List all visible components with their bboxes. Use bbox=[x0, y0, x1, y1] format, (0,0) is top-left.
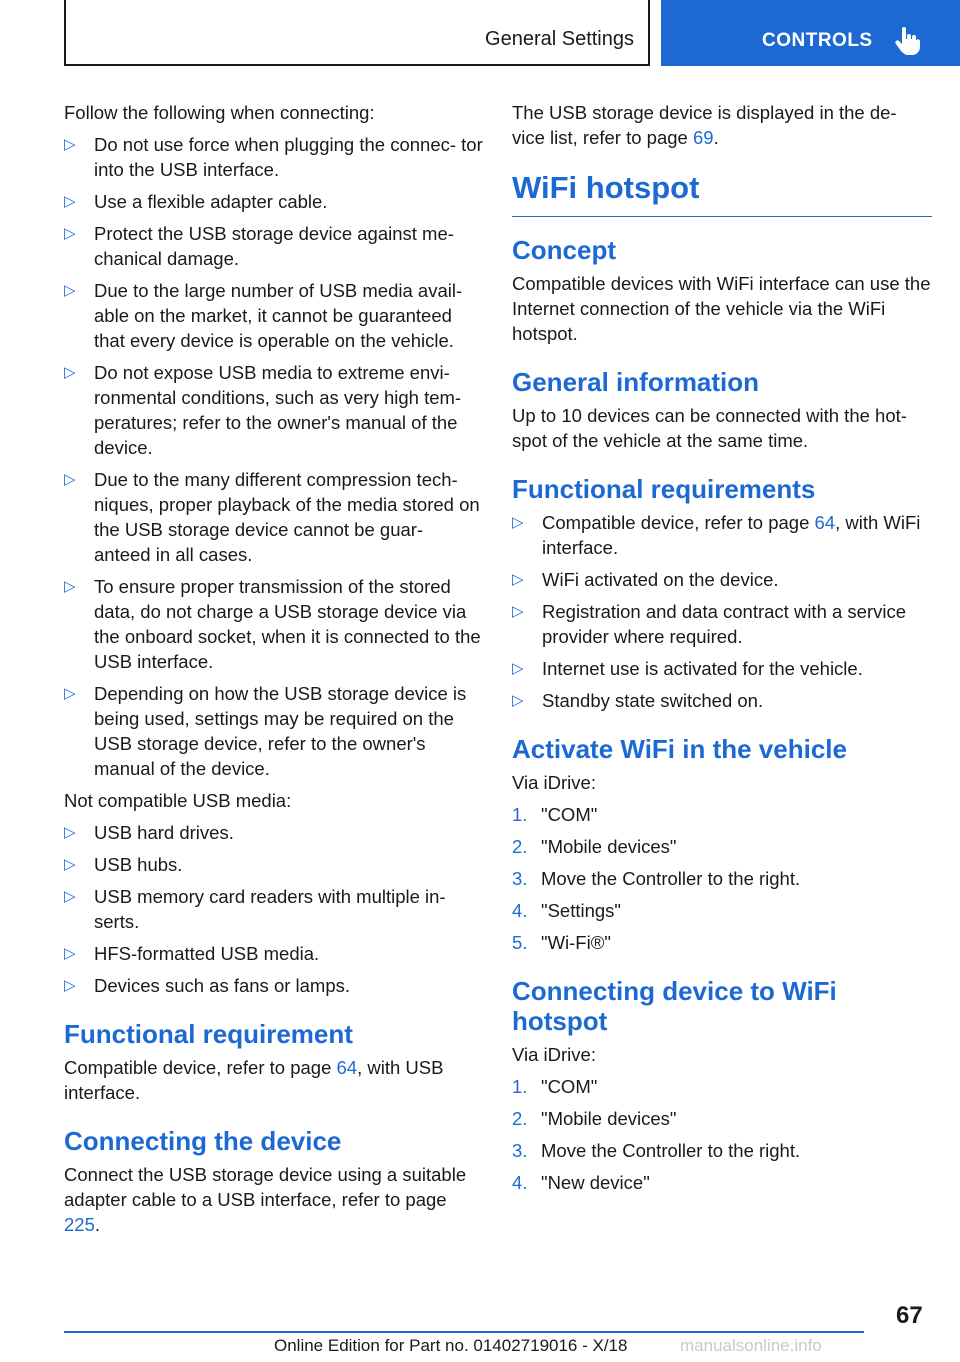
list-item: ▷ Internet use is activated for the vehicle. bbox=[512, 658, 863, 679]
triangle-bullet-icon: ▷ bbox=[64, 578, 76, 595]
triangle-bullet-icon: ▷ bbox=[64, 471, 76, 488]
list-item: ▷ Due to the large number of USB media avail‐ able on the market, it cannot be guaranteed that every device is operable on the vehicle. bbox=[64, 280, 463, 351]
hand-pointer-icon bbox=[894, 27, 920, 55]
list-item: 4. "New device" bbox=[512, 1172, 650, 1193]
activate-wifi-heading: Activate WiFi in the vehicle bbox=[512, 734, 847, 764]
list-item: 2. "Mobile devices" bbox=[512, 836, 677, 857]
activate-steps-list bbox=[512, 802, 932, 955]
step-number: 3. bbox=[512, 868, 528, 889]
connecting-device-text: Connect the USB storage device using a suitable adapter cable to a USB interface, refer to page 225. bbox=[64, 1164, 467, 1235]
functional-requirements-list bbox=[512, 510, 932, 713]
step-number: 2. bbox=[512, 836, 528, 857]
not-compatible-list bbox=[64, 820, 484, 998]
list-item: 1. "COM" bbox=[512, 804, 598, 825]
step-number: 5. bbox=[512, 932, 528, 953]
list-item: 2. "Mobile devices" bbox=[512, 1108, 677, 1129]
concept-text: Compatible devices with WiFi interface can use the Internet connection of the vehicle via the WiFi hotspot. bbox=[512, 273, 931, 344]
triangle-bullet-icon: ▷ bbox=[64, 856, 76, 873]
triangle-bullet-icon: ▷ bbox=[512, 603, 524, 620]
triangle-bullet-icon: ▷ bbox=[512, 571, 524, 588]
chapter-tab-label: CONTROLS bbox=[762, 30, 873, 51]
functional-requirement-text: Compatible device, refer to page 64, with USB interface. bbox=[64, 1057, 444, 1103]
list-item: ▷ Devices such as fans or lamps. bbox=[64, 975, 351, 996]
step-number: 3. bbox=[512, 1140, 528, 1161]
triangle-bullet-icon: ▷ bbox=[64, 888, 76, 905]
list-item: ▷ Protect the USB storage device against me‐ chanical damage. bbox=[64, 223, 454, 269]
footer-divider bbox=[64, 1331, 864, 1333]
activate-via-text: Via iDrive: bbox=[512, 772, 596, 793]
list-item: ▷ To ensure proper transmission of the stored data, do not charge a USB storage device via the onboard socket, when it is connected to the USB interface. bbox=[64, 576, 481, 672]
step-number: 1. bbox=[512, 804, 528, 825]
connecting-device-wifi-heading: Connecting device to WiFi hotspot bbox=[512, 976, 837, 1036]
chapter-tab bbox=[661, 0, 960, 66]
general-information-text: Up to 10 devices can be connected with the hot‐ spot of the vehicle at the same time. bbox=[512, 405, 907, 451]
functional-requirements-heading: Functional requirements bbox=[512, 474, 816, 504]
triangle-bullet-icon: ▷ bbox=[64, 685, 76, 702]
list-item: ▷ Do not expose USB media to extreme envi‐ ronmental conditions, such as very high tem‐ peratures; refer to the owner's manual of the device. bbox=[64, 362, 462, 458]
triangle-bullet-icon: ▷ bbox=[64, 977, 76, 994]
page-link-69[interactable]: 69 bbox=[692, 127, 714, 148]
list-item: ▷ Use a flexible adapter cable. bbox=[64, 191, 328, 212]
triangle-bullet-icon: ▷ bbox=[512, 514, 524, 531]
not-compatible-intro: Not compatible USB media: bbox=[64, 790, 292, 811]
footer-edition: Online Edition for Part no. 01402719016 - X/18 bbox=[274, 1336, 628, 1355]
triangle-bullet-icon: ▷ bbox=[64, 824, 76, 841]
list-item: ▷ Due to the many different compression tech‐ niques, proper playback of the media stored on the USB storage device cannot be guar‐ anteed in all cases. bbox=[64, 469, 480, 565]
page-link-64[interactable]: 64 bbox=[814, 512, 836, 533]
triangle-bullet-icon: ▷ bbox=[512, 692, 524, 709]
triangle-bullet-icon: ▷ bbox=[64, 225, 76, 242]
list-item: ▷ Depending on how the USB storage device is being used, settings may be required on the USB storage device, refer to the owner's manual of the device. bbox=[64, 683, 467, 779]
header-section-title: General Settings bbox=[485, 28, 634, 50]
functional-requirement-heading: Functional requirement bbox=[64, 1019, 353, 1049]
list-item: ▷ Standby state switched on. bbox=[512, 690, 764, 711]
right-column bbox=[512, 100, 932, 1202]
connecting-bullet-list bbox=[64, 132, 484, 781]
general-information-heading: General information bbox=[512, 367, 760, 397]
list-item: ▷ USB hubs. bbox=[64, 854, 183, 875]
list-item: ▷ Registration and data contract with a service provider where required. bbox=[512, 601, 907, 647]
step-number: 4. bbox=[512, 900, 528, 921]
step-number: 2. bbox=[512, 1108, 528, 1129]
connect-steps-list bbox=[512, 1074, 932, 1195]
triangle-bullet-icon: ▷ bbox=[512, 660, 524, 677]
triangle-bullet-icon: ▷ bbox=[64, 136, 76, 153]
footer-watermark: manualsonline.info bbox=[680, 1336, 822, 1355]
header-section-frame bbox=[64, 0, 650, 66]
list-item: 3. Move the Controller to the right. bbox=[512, 868, 801, 889]
step-number: 1. bbox=[512, 1076, 528, 1097]
connecting-intro: Follow the following when connecting: bbox=[64, 102, 375, 123]
triangle-bullet-icon: ▷ bbox=[64, 945, 76, 962]
left-column bbox=[64, 100, 484, 1244]
list-item: 5. "Wi-Fi®" bbox=[512, 932, 611, 953]
step-number: 4. bbox=[512, 1172, 528, 1193]
triangle-bullet-icon: ▷ bbox=[64, 364, 76, 381]
triangle-bullet-icon: ▷ bbox=[64, 193, 76, 210]
list-item: 3. Move the Controller to the right. bbox=[512, 1140, 801, 1161]
device-list-text: The USB storage device is displayed in the de‐ vice list, refer to page 69. bbox=[512, 102, 897, 148]
list-item: ▷ Do not use force when plugging the connec‐ tor into the USB interface. bbox=[64, 134, 483, 180]
list-item: ▷ WiFi activated on the device. bbox=[512, 569, 779, 590]
connect-via-text: Via iDrive: bbox=[512, 1044, 596, 1065]
concept-heading: Concept bbox=[512, 235, 616, 265]
connecting-device-heading: Connecting the device bbox=[64, 1126, 342, 1156]
list-item: ▷ HFS-formatted USB media. bbox=[64, 943, 320, 964]
page-link-225[interactable]: 225 bbox=[64, 1214, 95, 1235]
triangle-bullet-icon: ▷ bbox=[64, 282, 76, 299]
list-item: 1. "COM" bbox=[512, 1076, 598, 1097]
page-header bbox=[0, 0, 960, 66]
list-item: 4. "Settings" bbox=[512, 900, 621, 921]
wifi-hotspot-heading: WiFi hotspot bbox=[512, 170, 932, 217]
list-item: ▷ USB memory card readers with multiple in‐ serts. bbox=[64, 886, 446, 932]
page-link-64[interactable]: 64 bbox=[336, 1057, 358, 1078]
list-item: ▷ USB hard drives. bbox=[64, 822, 234, 843]
page-number: 67 bbox=[896, 1302, 923, 1329]
list-item: ▷ Compatible device, refer to page 64, with WiFi interface. bbox=[512, 512, 921, 558]
